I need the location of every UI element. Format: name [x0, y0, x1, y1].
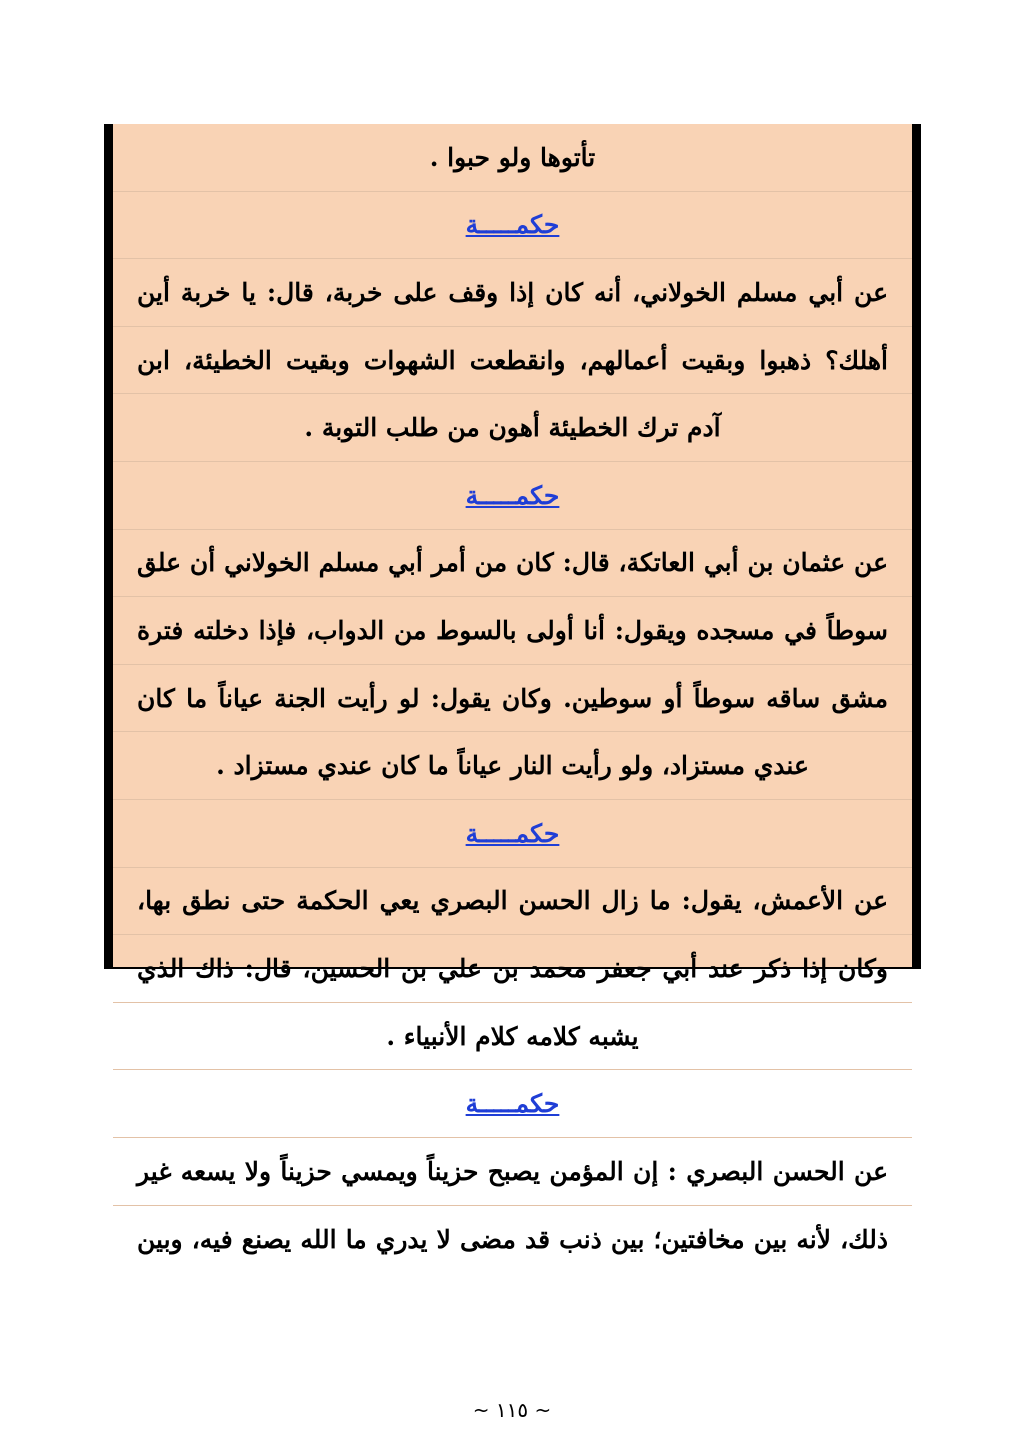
text-line: مشق ساقه سوطاً أو سوطين. وكان يقول: لو رأيت الجنة عياناً ما كان — [113, 665, 912, 733]
text-line: عندي مستزاد، ولو رأيت النار عياناً ما كان عندي مستزاد . — [113, 732, 912, 800]
text-line: تأتوها ولو حبوا . — [113, 124, 912, 192]
section-heading-link[interactable]: حكمـــــة — [113, 462, 912, 530]
text-line: عن الأعمش، يقول: ما زال الحسن البصري يعي الحكمة حتى نطق بها، — [113, 868, 912, 936]
page-number: ~ ١١٥ ~ — [472, 1398, 552, 1422]
text-line: عن أبي مسلم الخولاني، أنه كان إذا وقف على خربة، قال: يا خربة أين — [113, 259, 912, 327]
page-content-box — [104, 124, 921, 1254]
text-line: آدم ترك الخطيئة أهون من طلب التوبة . — [113, 394, 912, 462]
section-heading-link[interactable]: حكمـــــة — [113, 800, 912, 868]
text-line: يشبه كلامه كلام الأنبياء . — [113, 1003, 912, 1071]
section-heading-link[interactable]: حكمـــــة — [113, 1070, 912, 1138]
section-heading-link[interactable]: حكمـــــة — [113, 192, 912, 260]
text-line: عن عثمان بن أبي العاتكة، قال: كان من أمر أبي مسلم الخولاني أن علق — [113, 530, 912, 598]
text-line: وكان إذا ذكر عند أبي جعفر محمد بن علي بن الحسين، قال: ذاك الذي — [113, 935, 912, 1003]
text-line: سوطاً في مسجده ويقول: أنا أولى بالسوط من الدواب، فإذا دخلته فترة — [113, 597, 912, 665]
text-line: أهلك؟ ذهبوا وبقيت أعمالهم، وانقطعت الشهوات وبقيت الخطيئة، ابن — [113, 327, 912, 395]
text-line: عن الحسن البصري : إن المؤمن يصبح حزيناً ويمسي حزيناً ولا يسعه غير — [113, 1138, 912, 1206]
text-line: ذلك، لأنه بين مخافتين؛ بين ذنب قد مضى لا يدري ما الله يصنع فيه، وبين — [137, 1224, 888, 1254]
